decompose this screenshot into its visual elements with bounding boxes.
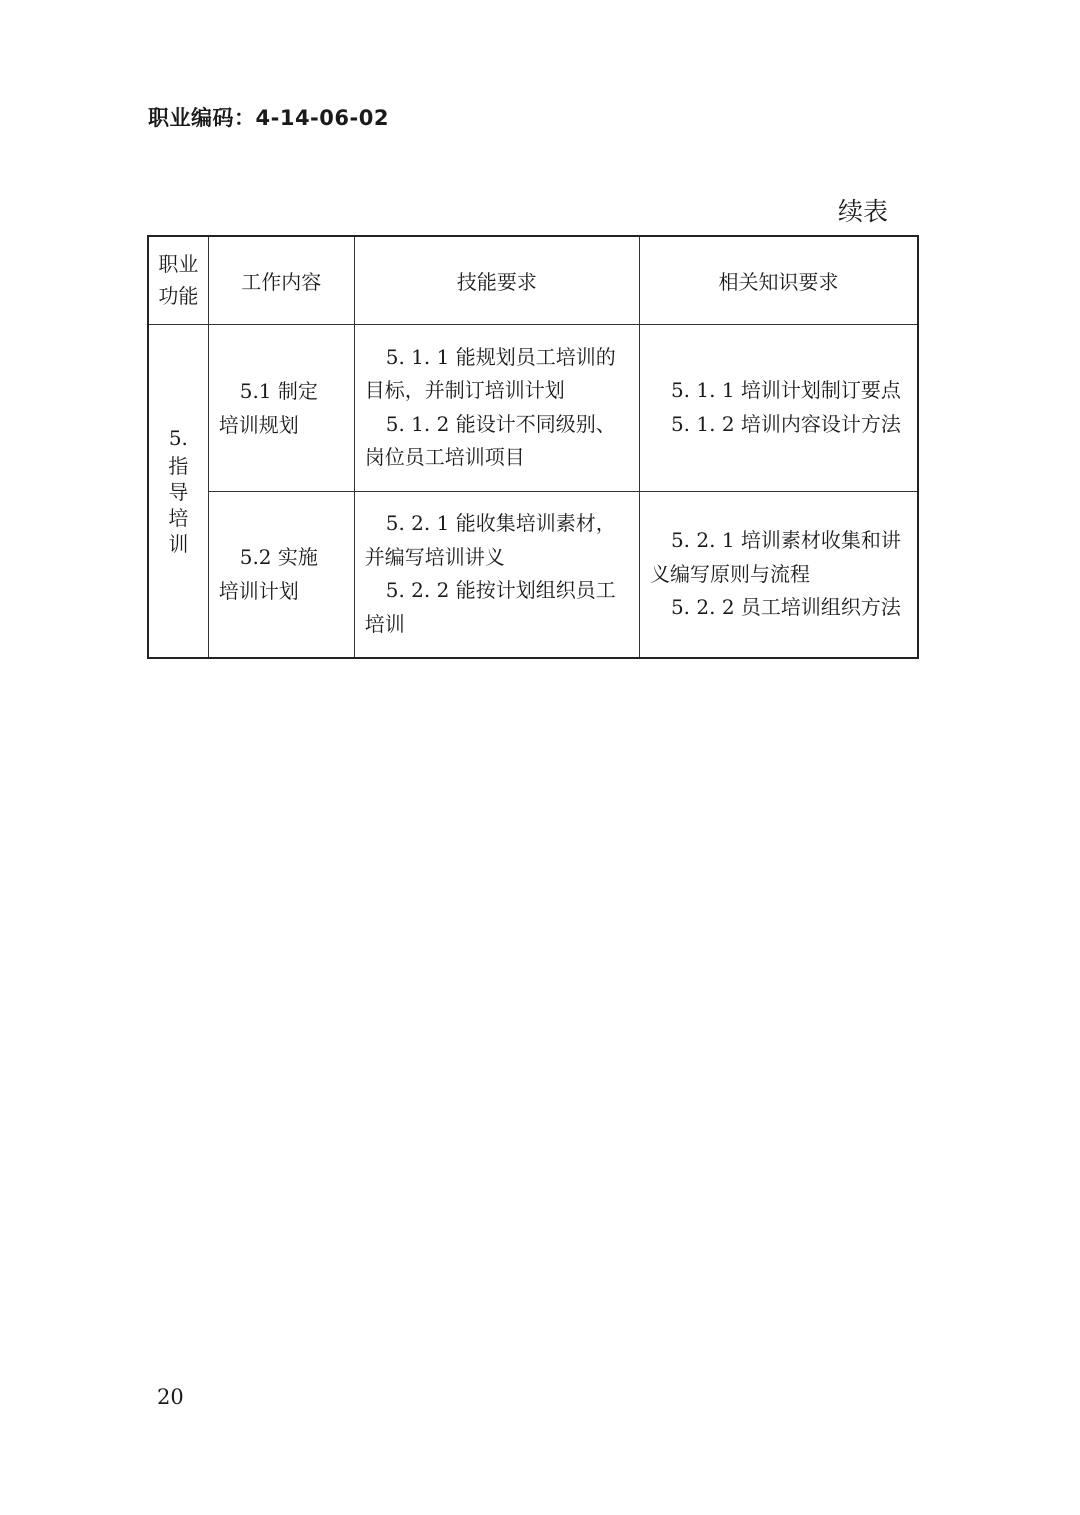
skill-line: 并编写培训讲义	[364, 544, 505, 569]
table-header-row	[148, 236, 918, 324]
work-line: 培训规划	[218, 412, 299, 437]
work-line: 5.2 实施	[239, 545, 318, 570]
function-char: 指	[168, 453, 189, 478]
skill-line: 5. 2. 1 能收集培训素材，	[385, 511, 616, 536]
skill-line: 5. 2. 2 能按计划组织员工	[385, 578, 616, 603]
table-row	[148, 324, 918, 491]
skill-line: 目标，并制订培训计划	[364, 378, 565, 402]
skill-line: 5. 1. 2 能设计不同级别、	[385, 411, 616, 436]
skill-cell	[354, 324, 639, 491]
header-skill: 技能要求	[354, 236, 639, 324]
skill-line: 培训	[364, 611, 405, 636]
function-char: 导	[168, 479, 189, 504]
work-content-cell	[208, 324, 354, 491]
header-function-line2: 功能	[158, 284, 199, 309]
function-char: 训	[168, 531, 189, 556]
occupation-code: 职业编码：4-14-06-02	[148, 106, 389, 130]
work-line: 5.1 制定	[239, 378, 318, 403]
knowledge-line: 义编写原则与流程	[649, 561, 810, 586]
skill-line: 岗位员工培训项目	[364, 445, 525, 469]
knowledge-line: 5. 1. 2 培训内容设计方法	[670, 411, 901, 436]
header-work: 工作内容	[208, 236, 354, 324]
function-cell	[148, 324, 208, 658]
skill-line: 5. 1. 1 能规划员工培训的	[385, 344, 616, 369]
continued-label: 续表	[838, 197, 889, 226]
header-function	[148, 236, 208, 324]
knowledge-cell	[639, 324, 918, 491]
work-content-cell	[208, 491, 354, 658]
skill-cell	[354, 491, 639, 658]
knowledge-cell	[639, 491, 918, 658]
work-line: 培训计划	[218, 579, 299, 604]
table-row	[148, 491, 918, 658]
function-char: 培	[168, 505, 189, 530]
knowledge-line: 5. 1. 1 培训计划制订要点	[670, 378, 901, 402]
knowledge-line: 5. 2. 2 员工培训组织方法	[670, 595, 901, 619]
header-function-line1: 职业	[158, 252, 199, 277]
function-number: 5.	[168, 425, 188, 450]
page-number: 20	[157, 1385, 184, 1409]
header-knowledge: 相关知识要求	[639, 236, 918, 324]
knowledge-line: 5. 2. 1 培训素材收集和讲	[670, 528, 901, 552]
competency-table	[147, 235, 919, 659]
